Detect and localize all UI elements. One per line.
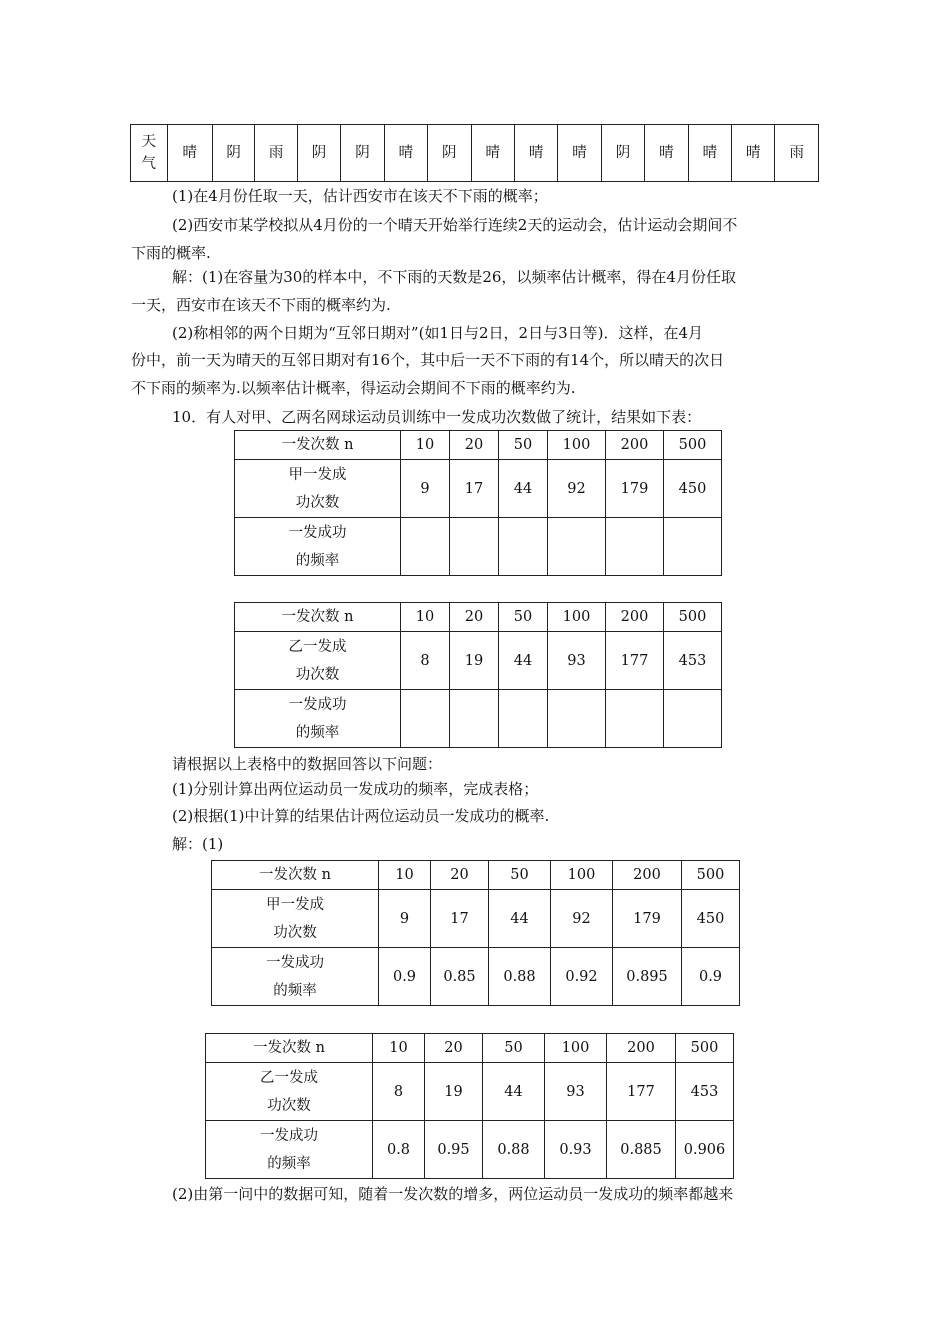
value-cell: 0.8 <box>373 1121 425 1179</box>
value-cell: 9 <box>379 890 431 948</box>
label-line: 一发成功 <box>260 1127 318 1144</box>
frequency-row <box>212 948 740 1006</box>
value-cell <box>548 690 606 748</box>
label-line: 乙一发成 <box>260 1069 318 1086</box>
label-line: 的频率 <box>295 724 340 741</box>
frequency-row-label <box>235 518 401 576</box>
label-line: 功次数 <box>267 1097 311 1114</box>
ask-part2: (2)根据(1)中计算的结果估计两位运动员一发成功的概率. <box>172 807 550 825</box>
header-label: 一发次数 n <box>235 603 401 632</box>
value-cell: 8 <box>401 632 450 690</box>
header-label: 一发次数 n <box>212 861 379 890</box>
value-cell: 0.895 <box>613 948 682 1006</box>
value-cell: 93 <box>548 632 606 690</box>
n-value-cell: 50 <box>483 1034 545 1063</box>
value-cell <box>548 518 606 576</box>
value-cell: 44 <box>489 890 551 948</box>
label-line: 功次数 <box>273 924 317 941</box>
ask-part1: (1)分别计算出两位运动员一发成功的频率，完成表格； <box>172 780 539 798</box>
value-cell <box>664 690 722 748</box>
success-count-row <box>206 1063 734 1121</box>
weather-cell: 阴 <box>297 125 340 182</box>
value-cell <box>450 518 499 576</box>
value-cell <box>401 518 450 576</box>
value-cell: 0.9 <box>379 948 431 1006</box>
value-cell <box>499 690 548 748</box>
label-line: 甲一发成 <box>288 466 347 483</box>
n-value-cell: 200 <box>613 861 682 890</box>
n-value-cell: 200 <box>606 431 664 460</box>
weather-cell: 阴 <box>212 125 254 182</box>
value-cell <box>606 690 664 748</box>
n-value-cell: 200 <box>606 603 664 632</box>
n-value-cell: 10 <box>401 603 450 632</box>
label-line: 的频率 <box>273 982 317 999</box>
value-cell: 453 <box>676 1063 734 1121</box>
weather-cell: 晴 <box>732 125 775 182</box>
table-yi-filled <box>205 1033 734 1179</box>
weather-table <box>130 124 819 182</box>
weather-cell: 晴 <box>514 125 557 182</box>
frequency-row <box>206 1121 734 1179</box>
solution2-line2: 份中，前一天为晴天的互邻日期对有16个，其中后一天不下雨的有14个，所以晴天的次日 <box>131 351 725 369</box>
label-line: 功次数 <box>295 666 340 683</box>
weather-cell: 晴 <box>167 125 212 182</box>
value-cell: 19 <box>425 1063 483 1121</box>
n-value-cell: 20 <box>431 861 489 890</box>
table-yi-blank <box>234 602 722 748</box>
n-value-cell: 200 <box>607 1034 676 1063</box>
q9-part2-line1: (2)西安市某学校拟从4月份的一个晴天开始举行连续2天的运动会，估计运动会期间不 <box>172 216 738 234</box>
value-cell: 0.906 <box>676 1121 734 1179</box>
n-value-cell: 100 <box>548 603 606 632</box>
value-cell: 0.88 <box>483 1121 545 1179</box>
value-cell <box>606 518 664 576</box>
success-count-row <box>235 460 722 518</box>
ask-intro: 请根据以上表格中的数据回答以下问题： <box>172 755 443 773</box>
label-line: 一发成功 <box>288 696 347 713</box>
solution-start: 解：(1) <box>172 835 224 853</box>
q9-part2-line2: 下雨的概率. <box>131 244 211 262</box>
solution2-line1: (2)称相邻的两个日期为“互邻日期对”(如1日与2日，2日与3日等)．这样，在4月 <box>172 324 704 342</box>
value-cell: 0.85 <box>431 948 489 1006</box>
success-count-row <box>235 632 722 690</box>
label-line: 一发成功 <box>266 954 324 971</box>
solution1-line2: 一天，西安市在该天不下雨的概率约为. <box>131 296 391 314</box>
weather-cell: 晴 <box>645 125 688 182</box>
label-line: 乙一发成 <box>288 638 347 655</box>
frequency-row <box>235 690 722 748</box>
weather-cell: 阴 <box>428 125 471 182</box>
value-cell: 0.9 <box>682 948 740 1006</box>
value-cell <box>450 690 499 748</box>
solution1-line1: 解：(1)在容量为30的样本中，不下雨的天数是26，以频率估计概率，得在4月份任取 <box>172 268 736 286</box>
n-value-cell: 10 <box>373 1034 425 1063</box>
value-cell: 0.92 <box>551 948 613 1006</box>
label-line: 功次数 <box>295 494 340 511</box>
n-value-cell: 20 <box>450 431 499 460</box>
value-cell: 9 <box>401 460 450 518</box>
value-cell: 19 <box>450 632 499 690</box>
value-cell: 0.88 <box>489 948 551 1006</box>
label-line: 一发成功 <box>288 524 347 541</box>
n-value-cell: 500 <box>664 603 722 632</box>
label-line: 的频率 <box>267 1155 311 1172</box>
weather-cell: 阴 <box>341 125 384 182</box>
weather-cell: 阴 <box>601 125 644 182</box>
n-value-cell: 100 <box>548 431 606 460</box>
value-cell: 450 <box>682 890 740 948</box>
frequency-row-label <box>212 948 379 1006</box>
n-value-cell: 10 <box>401 431 450 460</box>
frequency-row <box>235 518 722 576</box>
weather-cell: 晴 <box>384 125 427 182</box>
value-cell: 44 <box>499 460 548 518</box>
question10: 10．有人对甲、乙两名网球运动员训练中一发成功次数做了统计，结果如下表： <box>172 408 702 426</box>
weather-cell: 雨 <box>775 125 819 182</box>
header-label: 一发次数 n <box>206 1034 373 1063</box>
weather-cell: 晴 <box>471 125 514 182</box>
header-row <box>212 861 740 890</box>
n-value-cell: 50 <box>489 861 551 890</box>
header-label: 一发次数 n <box>235 431 401 460</box>
value-cell: 179 <box>606 460 664 518</box>
n-value-cell: 10 <box>379 861 431 890</box>
final-conclusion: (2)由第一问中的数据可知，随着一发次数的增多，两位运动员一发成功的频率都越来 <box>172 1185 734 1203</box>
value-cell: 0.885 <box>607 1121 676 1179</box>
value-cell: 453 <box>664 632 722 690</box>
value-cell <box>401 690 450 748</box>
n-value-cell: 500 <box>664 431 722 460</box>
success-count-row <box>212 890 740 948</box>
weather-cell: 晴 <box>688 125 731 182</box>
success-count-row-label <box>235 460 401 518</box>
value-cell: 92 <box>548 460 606 518</box>
value-cell: 44 <box>483 1063 545 1121</box>
n-value-cell: 100 <box>545 1034 607 1063</box>
n-value-cell: 20 <box>450 603 499 632</box>
q9-part1: (1)在4月份任取一天，估计西安市在该天不下雨的概率； <box>172 187 548 205</box>
n-value-cell: 50 <box>499 603 548 632</box>
success-count-row-label <box>235 632 401 690</box>
value-cell: 8 <box>373 1063 425 1121</box>
value-cell: 179 <box>613 890 682 948</box>
n-value-cell: 20 <box>425 1034 483 1063</box>
value-cell: 93 <box>545 1063 607 1121</box>
header-row <box>235 603 722 632</box>
value-cell: 17 <box>450 460 499 518</box>
table-jia-blank <box>234 430 722 576</box>
frequency-row-label <box>235 690 401 748</box>
value-cell: 177 <box>607 1063 676 1121</box>
header-row <box>206 1034 734 1063</box>
value-cell: 17 <box>431 890 489 948</box>
n-value-cell: 50 <box>499 431 548 460</box>
success-count-row-label <box>212 890 379 948</box>
n-value-cell: 100 <box>551 861 613 890</box>
header-row <box>235 431 722 460</box>
value-cell: 44 <box>499 632 548 690</box>
value-cell: 0.93 <box>545 1121 607 1179</box>
weather-row <box>131 125 819 182</box>
value-cell: 177 <box>606 632 664 690</box>
value-cell <box>664 518 722 576</box>
frequency-row-label <box>206 1121 373 1179</box>
weather-cell: 晴 <box>558 125 601 182</box>
solution2-line3: 不下雨的频率为.以频率估计概率，得运动会期间不下雨的概率约为. <box>131 379 576 397</box>
label-line: 的频率 <box>295 552 340 569</box>
weather-label-cell: 天 气 <box>131 125 168 182</box>
table-jia-filled <box>211 860 740 1006</box>
success-count-row-label <box>206 1063 373 1121</box>
value-cell: 0.95 <box>425 1121 483 1179</box>
label-line: 甲一发成 <box>266 896 324 913</box>
value-cell: 92 <box>551 890 613 948</box>
weather-cell: 雨 <box>255 125 297 182</box>
value-cell: 450 <box>664 460 722 518</box>
value-cell <box>499 518 548 576</box>
n-value-cell: 500 <box>682 861 740 890</box>
n-value-cell: 500 <box>676 1034 734 1063</box>
